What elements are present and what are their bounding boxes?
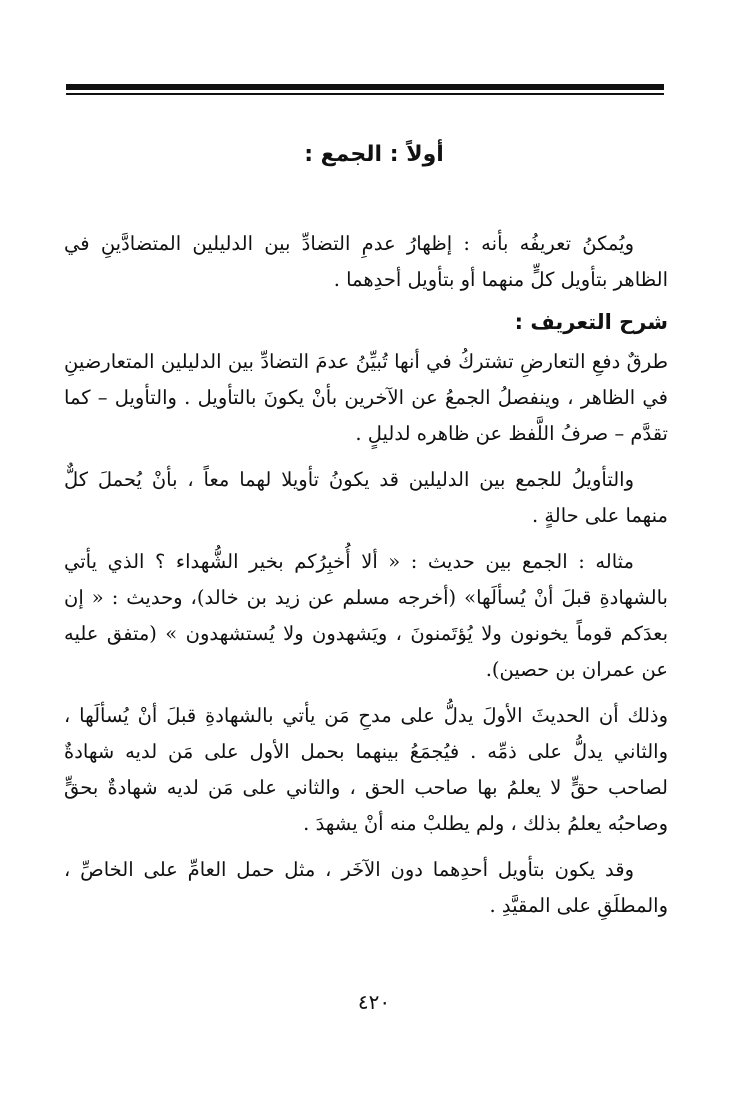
explanation-paragraph-1 <box>64 344 668 452</box>
definition-text: ويُمكنُ تعريفُه بأنه : إظهارُ عدمِ التضادِّ بين الدليلين المتضادَّينِ في الظاهر بتأويل كلٍّ منهما أو بتأويل أحدِهما . <box>64 232 668 291</box>
example-paragraph <box>64 544 668 688</box>
header-rule-thin <box>66 93 664 95</box>
definition-explanation-heading: شرح التعريف : <box>514 310 668 334</box>
example-text: مثاله : الجمع بين حديث : « ألا أُخبِرُكم بخير الشُّهداء ؟ الذي يأتي بالشهادةِ قبلَ أنْ يُسألَها» (أخرجه مسلم عن زيد بن خالد)، وحديث : « إن بعدَكم قوماً يخونون ولا يُؤتَمنونَ ، ويَشهدون ولا يُستشهدون » (متفق عليه عن عمران بن حصين). <box>64 550 668 681</box>
single-interpretation-paragraph <box>64 852 668 924</box>
page-number: ٤٢٠ <box>357 990 391 1014</box>
single-interpretation-text: وقد يكون بتأويل أحدِهما دون الآخَر ، مثل حمل العامِّ على الخاصِّ ، والمطلَقِ على المقيَّدِ . <box>64 858 668 917</box>
explanation-text-1: طرقٌ دفعِ التعارضِ تشتركُ في أنها تُبيِّنُ عدمَ التضادِّ بين الدليلين المتعارضينِ في الظاهر ، وينفصلُ الجمعُ عن الآخرين بأنْ يكونَ بالتأويل . والتأويل – كما تقدَّم – صرفُ اللَّفظ عن ظاهره لدليلٍ . <box>64 350 668 445</box>
reconciliation-paragraph <box>64 698 668 842</box>
section-heading: أولاً : الجمع : <box>304 142 444 167</box>
explanation-text-2: والتأويلُ للجمع بين الدليلين قد يكونُ تأويلا لهما معاً ، بأنْ يُحملَ كلٌّ منهما على حالةٍ . <box>64 468 668 527</box>
reconciliation-text: وذلك أن الحديثَ الأولَ يدلُّ على مدحِ مَن يأتي بالشهادةِ قبلَ أنْ يُسألَها ، والثاني يدلُّ على ذمِّه . فيُجمَعُ بينهما بحمل الأول على مَن لديه شهادةٌ لصاحب حقٍّ لا يعلمُ بها صاحب الحق ، والثاني على مَن لديه شهادةٌ بحقٍّ وصاحبُه يعلمُ بذلك ، ولم يطلبْ منه أنْ يشهدَ . <box>64 704 668 835</box>
header-rule-thick <box>66 84 664 90</box>
page-body <box>64 226 668 924</box>
definition-paragraph <box>64 226 668 298</box>
explanation-paragraph-2 <box>64 462 668 534</box>
